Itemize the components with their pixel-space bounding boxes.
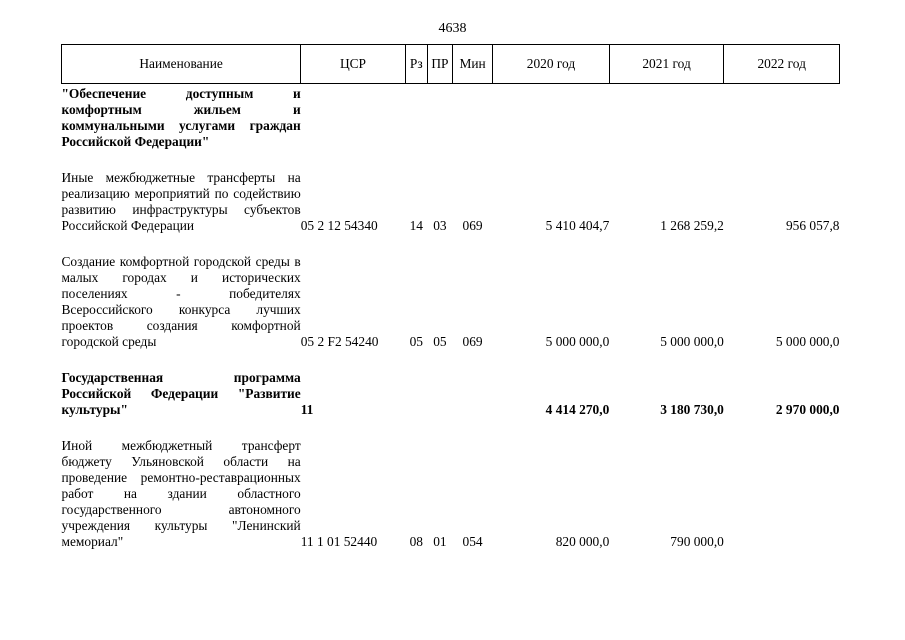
table-row xyxy=(62,170,840,234)
row-pr: 05 xyxy=(433,334,447,349)
table-row xyxy=(62,254,840,350)
row-min: 069 xyxy=(462,334,483,349)
row-name: Иной межбюджетный трансферт бюджету Ульяновской области на проведение ремонтно-реставрационных работ на здании областного государственного автономного учреждения культуры "Ленинский мемориал" xyxy=(61,438,301,549)
row-pr xyxy=(427,84,452,151)
row-2021: 790 000,0 xyxy=(670,534,724,549)
header-2022: 2022 год xyxy=(724,45,840,84)
row-rz xyxy=(405,84,427,151)
row-csr: 05 2 12 54340 xyxy=(300,218,378,233)
row-2021: 3 180 730,0 xyxy=(660,402,724,417)
row-name: "Обеспечение доступным и комфортным жильем и коммунальными услугами граждан Российской Федерации" xyxy=(61,86,301,149)
row-name: Государственная программа Российской Федерации "Развитие культуры" xyxy=(61,370,301,417)
row-name: Иные межбюджетные трансферты на реализацию мероприятий по содействию развитию инфраструктуры субъектов Российской Федерации xyxy=(61,170,301,233)
table-row xyxy=(62,84,840,151)
table-row xyxy=(62,370,840,418)
row-pr: 01 xyxy=(433,534,447,549)
row-rz: 05 xyxy=(409,334,423,349)
row-2020: 820 000,0 xyxy=(555,534,610,549)
row-csr: 11 xyxy=(300,402,314,417)
header-2020: 2020 год xyxy=(493,45,610,84)
table-header-row xyxy=(62,45,840,84)
header-name: Наименование xyxy=(62,45,301,84)
row-2021: 5 000 000,0 xyxy=(660,334,724,349)
row-2020: 5 000 000,0 xyxy=(545,334,610,349)
row-2022: 5 000 000,0 xyxy=(775,334,840,349)
row-rz xyxy=(405,370,427,418)
row-min: 069 xyxy=(462,218,483,233)
row-2022: 956 057,8 xyxy=(785,218,840,233)
header-min: Мин xyxy=(452,45,492,84)
header-pr: ПР xyxy=(427,45,452,84)
header-csr: ЦСР xyxy=(301,45,406,84)
row-pr xyxy=(427,370,452,418)
row-csr: 05 2 F2 54240 xyxy=(300,334,379,349)
row-2020: 5 410 404,7 xyxy=(545,218,610,233)
row-name: Создание комфортной городской среды в малых городах и исторических поселениях - победителях Всероссийского конкурса лучших проектов создания комфортной городской среды xyxy=(61,254,301,349)
row-min xyxy=(452,370,492,418)
header-2021: 2021 год xyxy=(609,45,724,84)
row-2022 xyxy=(724,84,840,151)
row-csr xyxy=(301,84,406,151)
page-number: 4638 xyxy=(438,21,467,36)
budget-table xyxy=(61,44,840,550)
row-min xyxy=(452,84,492,151)
row-rz: 08 xyxy=(409,534,423,549)
row-csr: 11 1 01 52440 xyxy=(300,534,378,549)
row-rz: 14 xyxy=(409,218,423,233)
table-row xyxy=(62,438,840,550)
row-2022: 2 970 000,0 xyxy=(775,402,840,417)
row-pr: 03 xyxy=(433,218,447,233)
row-2021: 1 268 259,2 xyxy=(660,218,724,233)
row-min: 054 xyxy=(462,534,483,549)
header-rz: Рз xyxy=(405,45,427,84)
row-2022 xyxy=(724,438,840,550)
row-2020: 4 414 270,0 xyxy=(545,402,610,417)
row-2021 xyxy=(609,84,724,151)
row-2020 xyxy=(493,84,610,151)
